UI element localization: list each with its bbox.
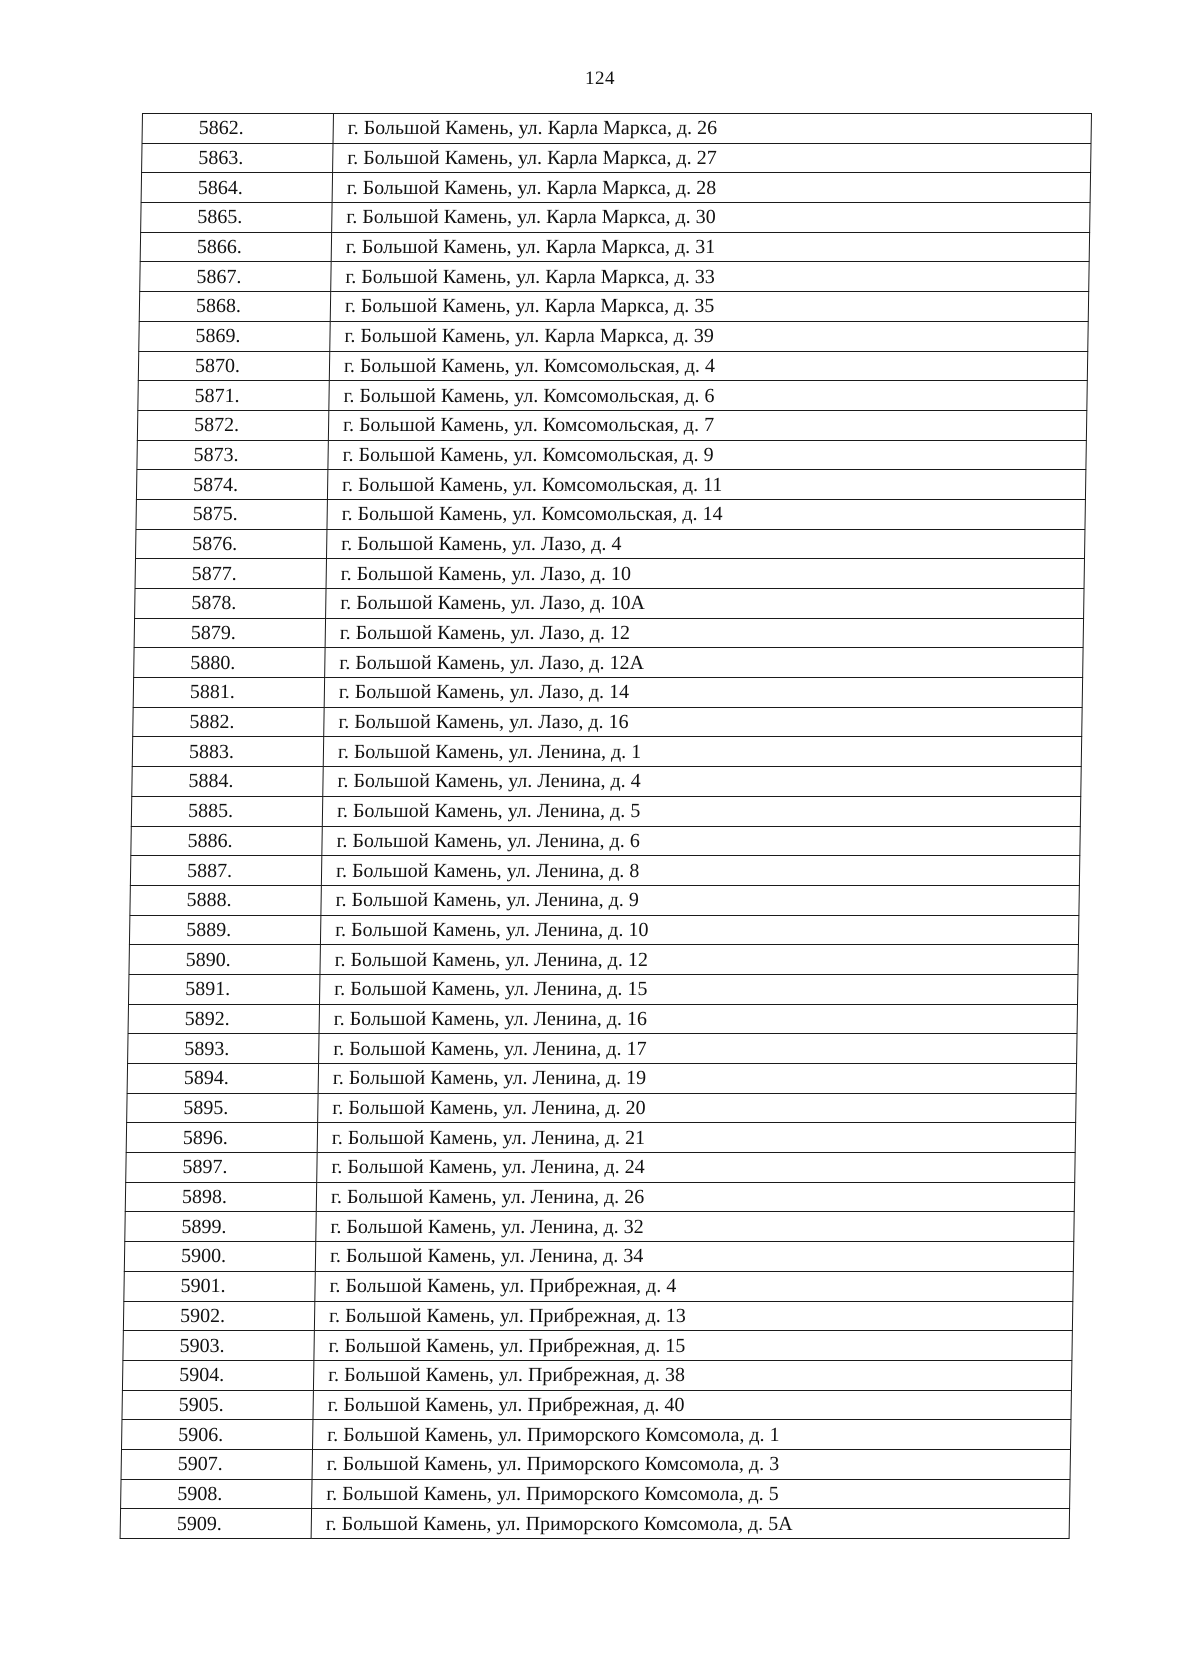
row-address: г. Большой Камень, ул. Ленина, д. 17 <box>319 1034 1077 1064</box>
row-number: 5875. <box>136 499 327 529</box>
row-number: 5901. <box>124 1271 315 1301</box>
table-row <box>125 1212 1074 1242</box>
table-row <box>139 321 1088 351</box>
row-address: г. Большой Камень, ул. Лазо, д. 16 <box>324 707 1082 737</box>
row-number: 5866. <box>140 232 331 262</box>
row-number: 5906. <box>122 1420 313 1450</box>
row-number: 5863. <box>142 143 333 173</box>
row-address: г. Большой Камень, ул. Прибрежная, д. 40 <box>313 1390 1071 1420</box>
table-row <box>134 618 1083 648</box>
row-address: г. Большой Камень, ул. Ленина, д. 34 <box>315 1242 1073 1272</box>
row-number: 5880. <box>134 648 325 678</box>
row-address: г. Большой Камень, ул. Комсомольская, д. 7 <box>328 410 1086 440</box>
table-row <box>135 559 1084 589</box>
row-address: г. Большой Камень, ул. Ленина, д. 26 <box>316 1182 1074 1212</box>
row-number: 5904. <box>122 1360 313 1390</box>
row-number: 5895. <box>127 1093 318 1123</box>
row-address: г. Большой Камень, ул. Ленина, д. 5 <box>322 796 1080 826</box>
row-address: г. Большой Камень, ул. Ленина, д. 12 <box>320 945 1078 975</box>
table-row <box>121 1479 1070 1509</box>
row-number: 5889. <box>129 915 320 945</box>
row-number: 5886. <box>131 826 322 856</box>
row-number: 5896. <box>126 1123 317 1153</box>
table-row <box>132 767 1081 797</box>
table-row <box>123 1331 1072 1361</box>
table-row <box>126 1153 1075 1183</box>
table-row <box>126 1123 1075 1153</box>
row-address: г. Большой Камень, ул. Ленина, д. 15 <box>320 974 1078 1004</box>
row-address: г. Большой Камень, ул. Карла Маркса, д. 35 <box>330 292 1088 322</box>
row-number: 5899. <box>125 1212 316 1242</box>
row-address: г. Большой Камень, ул. Лазо, д. 10А <box>326 589 1084 619</box>
row-number: 5873. <box>137 440 328 470</box>
table-row <box>140 262 1089 292</box>
row-address: г. Большой Камень, ул. Карла Маркса, д. 30 <box>332 203 1090 233</box>
table-row <box>142 114 1091 144</box>
table-row <box>135 529 1084 559</box>
row-number: 5887. <box>130 856 321 886</box>
table-row <box>141 173 1090 203</box>
row-number: 5865. <box>141 203 332 233</box>
table-row <box>137 410 1086 440</box>
row-address: г. Большой Камень, ул. Приморского Комсомола, д. 3 <box>312 1449 1070 1479</box>
row-address: г. Большой Камень, ул. Ленина, д. 16 <box>319 1004 1077 1034</box>
table-row <box>136 499 1085 529</box>
row-address: г. Большой Камень, ул. Лазо, д. 12 <box>325 618 1083 648</box>
table-row <box>138 351 1087 381</box>
row-number: 5898. <box>125 1182 316 1212</box>
row-number: 5870. <box>138 351 329 381</box>
row-address: г. Большой Камень, ул. Ленина, д. 20 <box>318 1093 1076 1123</box>
row-number: 5874. <box>136 470 327 500</box>
row-number: 5871. <box>138 381 329 411</box>
table-row <box>129 915 1078 945</box>
table-row <box>122 1420 1071 1450</box>
row-address: г. Большой Камень, ул. Карла Маркса, д. 28 <box>332 173 1090 203</box>
row-address: г. Большой Камень, ул. Ленина, д. 6 <box>322 826 1080 856</box>
row-address: г. Большой Камень, ул. Карла Маркса, д. 27 <box>333 143 1091 173</box>
table-row <box>131 826 1080 856</box>
row-number: 5907. <box>121 1449 312 1479</box>
table-row <box>124 1271 1073 1301</box>
table-row <box>138 381 1087 411</box>
row-address: г. Большой Камень, ул. Карла Маркса, д. 33 <box>331 262 1089 292</box>
row-number: 5879. <box>134 618 325 648</box>
table-row <box>122 1390 1071 1420</box>
row-number: 5872. <box>137 410 328 440</box>
page-number: 124 <box>585 68 615 89</box>
row-address: г. Большой Камень, ул. Прибрежная, д. 4 <box>315 1271 1073 1301</box>
row-number: 5894. <box>127 1064 318 1094</box>
row-address: г. Большой Камень, ул. Лазо, д. 4 <box>326 529 1084 559</box>
table-row <box>123 1301 1072 1331</box>
table-row <box>140 232 1089 262</box>
row-address: г. Большой Камень, ул. Карла Маркса, д. 31 <box>331 232 1089 262</box>
row-address: г. Большой Камень, ул. Ленина, д. 9 <box>321 885 1079 915</box>
table-row <box>141 203 1090 233</box>
row-number: 5877. <box>135 559 326 589</box>
row-address: г. Большой Камень, ул. Карла Маркса, д. 39 <box>330 321 1088 351</box>
table-row <box>120 1509 1069 1539</box>
row-number: 5892. <box>128 1004 319 1034</box>
row-number: 5867. <box>140 262 331 292</box>
row-address: г. Большой Камень, ул. Комсомольская, д. 14 <box>327 499 1085 529</box>
row-address: г. Большой Камень, ул. Приморского Комсомола, д. 5А <box>311 1509 1069 1539</box>
row-number: 5905. <box>122 1390 313 1420</box>
row-number: 5869. <box>139 321 330 351</box>
row-number: 5903. <box>123 1331 314 1361</box>
table-row <box>127 1064 1076 1094</box>
row-address: г. Большой Камень, ул. Прибрежная, д. 38 <box>313 1360 1071 1390</box>
table-row <box>128 1004 1077 1034</box>
row-address: г. Большой Камень, ул. Комсомольская, д. 4 <box>329 351 1087 381</box>
row-address: г. Большой Камень, ул. Комсомольская, д. 9 <box>328 440 1086 470</box>
table-row <box>129 974 1078 1004</box>
table-row <box>133 707 1082 737</box>
table-row <box>122 1360 1071 1390</box>
row-number: 5878. <box>135 589 326 619</box>
row-address: г. Большой Камень, ул. Ленина, д. 19 <box>318 1064 1076 1094</box>
row-number: 5890. <box>129 945 320 975</box>
row-address: г. Большой Камень, ул. Ленина, д. 10 <box>320 915 1078 945</box>
row-number: 5876. <box>135 529 326 559</box>
row-number: 5884. <box>132 767 323 797</box>
table-row <box>131 796 1080 826</box>
table-row <box>136 470 1085 500</box>
table-row <box>142 143 1091 173</box>
row-address: г. Большой Камень, ул. Ленина, д. 21 <box>317 1123 1075 1153</box>
row-address: г. Большой Камень, ул. Ленина, д. 1 <box>323 737 1081 767</box>
row-number: 5868. <box>139 292 330 322</box>
table-row <box>130 856 1079 886</box>
row-number: 5864. <box>141 173 332 203</box>
table-row <box>124 1242 1073 1272</box>
row-address: г. Большой Камень, ул. Ленина, д. 8 <box>321 856 1079 886</box>
row-address: г. Большой Камень, ул. Комсомольская, д. 6 <box>329 381 1087 411</box>
row-number: 5862. <box>142 114 333 144</box>
row-number: 5881. <box>133 678 324 708</box>
row-number: 5902. <box>123 1301 314 1331</box>
table-row <box>130 885 1079 915</box>
row-number: 5888. <box>130 885 321 915</box>
address-table <box>120 113 1092 1539</box>
row-address: г. Большой Камень, ул. Приморского Комсомола, д. 1 <box>313 1420 1071 1450</box>
row-number: 5891. <box>129 974 320 1004</box>
row-address: г. Большой Камень, ул. Лазо, д. 10 <box>326 559 1084 589</box>
table-row <box>125 1182 1074 1212</box>
table-row <box>133 678 1082 708</box>
table-row <box>137 440 1086 470</box>
row-number: 5883. <box>132 737 323 767</box>
row-address: г. Большой Камень, ул. Прибрежная, д. 13 <box>314 1301 1072 1331</box>
row-address: г. Большой Камень, ул. Ленина, д. 24 <box>317 1153 1075 1183</box>
row-address: г. Большой Камень, ул. Ленина, д. 4 <box>323 767 1081 797</box>
row-address: г. Большой Камень, ул. Приморского Комсомола, д. 5 <box>312 1479 1070 1509</box>
table-row <box>134 648 1083 678</box>
row-number: 5897. <box>126 1153 317 1183</box>
table-row <box>129 945 1078 975</box>
address-table-body <box>120 114 1091 1539</box>
row-address: г. Большой Камень, ул. Лазо, д. 12А <box>325 648 1083 678</box>
row-address: г. Большой Камень, ул. Комсомольская, д. 11 <box>327 470 1085 500</box>
table-row <box>132 737 1081 767</box>
table-row <box>139 292 1088 322</box>
row-number: 5900. <box>124 1242 315 1272</box>
row-address: г. Большой Камень, ул. Карла Маркса, д. 26 <box>333 114 1091 144</box>
row-address: г. Большой Камень, ул. Ленина, д. 32 <box>316 1212 1074 1242</box>
table-row <box>121 1449 1070 1479</box>
row-number: 5908. <box>121 1479 312 1509</box>
row-address: г. Большой Камень, ул. Прибрежная, д. 15 <box>314 1331 1072 1361</box>
table-row <box>127 1093 1076 1123</box>
table-row <box>135 589 1084 619</box>
row-address: г. Большой Камень, ул. Лазо, д. 14 <box>324 678 1082 708</box>
row-number: 5885. <box>131 796 322 826</box>
row-number: 5909. <box>120 1509 311 1539</box>
row-number: 5893. <box>128 1034 319 1064</box>
address-table-container <box>120 113 1092 1539</box>
table-row <box>128 1034 1077 1064</box>
row-number: 5882. <box>133 707 324 737</box>
